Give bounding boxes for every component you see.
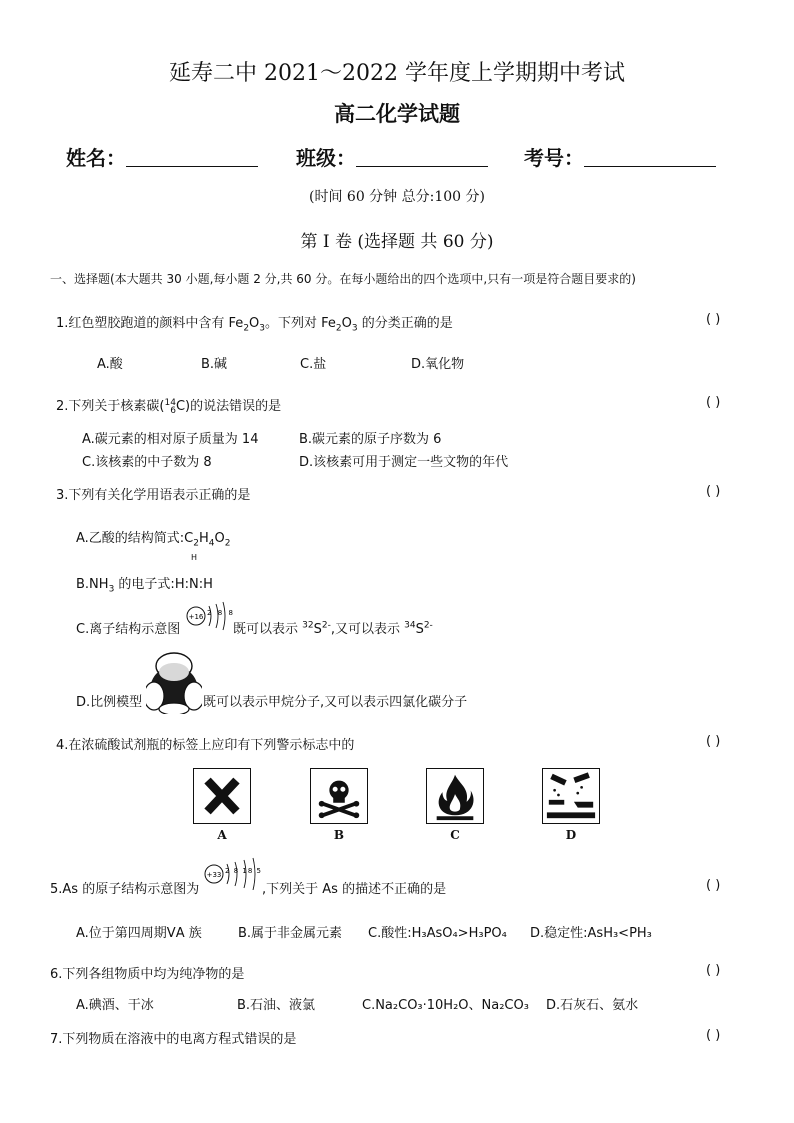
time-note: (时间 60 分钟 总分:100 分): [309, 189, 485, 205]
question-3-stem: 3.下列有关化学用语表示正确的是: [56, 488, 251, 503]
nuclide-numbers: 14 6: [164, 397, 176, 416]
section-heading: 第 I 卷 (选择题 共 60 分): [300, 232, 494, 252]
class-label: 班级：: [296, 146, 356, 170]
question-2-option-c: C.该核素的中子数为 8: [82, 455, 212, 470]
question-7-answer-blank: ( ): [706, 1028, 721, 1043]
name-label: 姓名：: [66, 146, 126, 170]
as-nucleus-text: +33: [206, 871, 222, 879]
question-2-answer-blank: ( ): [706, 395, 721, 410]
ion-nucleus-text: +16: [188, 613, 204, 621]
ion-structure-svg: [185, 598, 235, 632]
flammable-icon: [426, 768, 484, 824]
question-1-option-b: B.碱: [201, 357, 228, 372]
question-6-option-b: B.石油、液氯: [237, 998, 316, 1013]
electron-formula: H:N:H: [174, 577, 213, 592]
question-5-stem-a: 5.As 的原子结构示意图为: [50, 882, 200, 897]
id-blank: [584, 146, 716, 167]
question-1-answer-blank: ( ): [706, 312, 721, 327]
question-3-answer-blank: ( ): [706, 484, 721, 499]
question-1-option-c: C.盐: [300, 357, 327, 372]
question-3-option-b: $B.NH_3$ 的电子式:H:N:H: [76, 577, 213, 595]
harmful-icon: [193, 768, 251, 824]
question-5-option-b: B.属于非金属元素: [238, 926, 343, 941]
question-5-option-c: C.酸性:H₃AsO₄>H₃PO₄: [368, 926, 507, 941]
exam-subtitle: 高二化学试题: [334, 102, 460, 126]
question-3-option-d-label: D.比例模型: [76, 695, 143, 710]
exam-title: 延寿二中 2021～2022 学年度上学期期中考试: [169, 61, 625, 86]
question-2-option-d: D.该核素可用于测定一些文物的年代: [299, 455, 509, 470]
question-6-option-a: A.碘酒、干冰: [76, 998, 154, 1013]
question-3-option-d-text: 既可以表示甲烷分子,又可以表示四氯化碳分子: [203, 695, 468, 710]
question-3-option-c-label: C.离子结构示意图: [76, 622, 181, 637]
class-field: [296, 142, 488, 171]
toxic-icon: [310, 768, 368, 824]
as-atom-structure-diagram: [203, 856, 265, 890]
question-6-stem: 6.下列各组物质中均为纯净物的是: [50, 967, 245, 982]
id-field: [524, 142, 716, 171]
question-6-answer-blank: ( ): [706, 963, 721, 978]
question-4-stem: 4.在浓硫酸试剂瓶的标签上应印有下列警示标志中的: [56, 738, 355, 753]
question-2-option-b: B.碳元素的原子序数为 6: [299, 432, 442, 447]
question-5-option-d: D.稳定性:AsH₃<PH₃: [530, 926, 652, 941]
electron-formula-top-h: H: [191, 553, 198, 562]
space-filling-model: [146, 650, 202, 714]
name-field: [66, 142, 258, 171]
sign-label-b: B: [333, 828, 345, 842]
sign-label-a: A: [217, 828, 227, 842]
as-shells-text: 2 8 18 5: [225, 867, 261, 875]
sign-label-c: C: [450, 828, 460, 842]
question-5-option-a: A.位于第四周期ⅤA 族: [76, 926, 202, 941]
question-5-answer-blank: ( ): [706, 878, 721, 893]
name-blank: [126, 146, 258, 167]
class-blank: [356, 146, 488, 167]
question-3-option-a: A.乙酸的结构简式$:C_2H_4O_2$: [76, 531, 231, 549]
ion-structure-diagram: [185, 598, 235, 632]
question-2-option-a: A.碳元素的相对原子质量为 14: [82, 432, 259, 447]
question-1-option-d: D.氧化物: [411, 357, 465, 372]
corrosive-icon: [542, 768, 600, 824]
question-6-option-d: D.石灰石、氨水: [546, 998, 639, 1013]
question-5-stem-b: ,下列关于 As 的描述不正确的是: [262, 882, 447, 897]
id-label: 考号：: [524, 146, 584, 170]
sign-label-d: D: [565, 828, 577, 842]
question-6-option-c: C.Na₂CO₃·10H₂O、Na₂CO₃: [362, 998, 529, 1013]
question-4-answer-blank: ( ): [706, 734, 721, 749]
space-filling-model-svg: [146, 650, 202, 714]
ion-shells-text: 2 8 8: [207, 609, 233, 617]
question-7-stem: 7.下列物质在溶液中的电离方程式错误的是: [50, 1032, 297, 1047]
question-1-stem: 1.红色塑胶跑道的颜料中含有 $Fe_2O_3$。下列对 $Fe_2O_3$ 的分类正确的是: [56, 316, 453, 334]
section-instruction: 一、选择题(本大题共 30 小题,每小题 2 分,共 60 分。在每小题给出的四个选项中,只有一项是符合题目要求的): [50, 272, 636, 286]
question-2-stem: 2.下列关于核素碳(14 6C)的说法错误的是: [56, 397, 282, 416]
question-1-option-a: A.酸: [97, 357, 123, 372]
as-atom-structure-svg: [203, 856, 265, 890]
question-3-option-c-text: 既可以表示 $^{32}S^{2-}$,又可以表示 $^{34}S^{2-}$: [233, 620, 433, 637]
